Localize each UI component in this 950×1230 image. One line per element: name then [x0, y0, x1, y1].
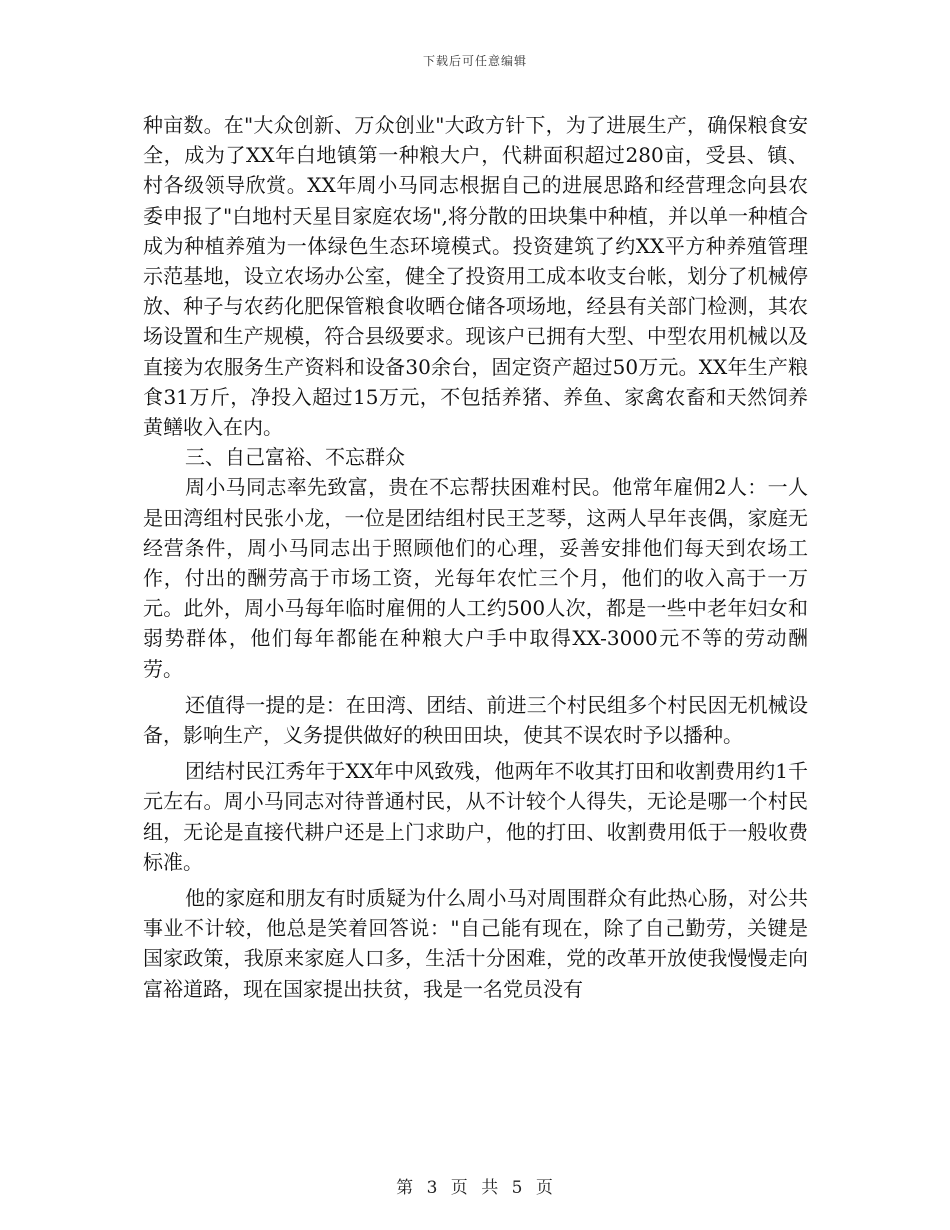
- document-body: [143, 110, 808, 1004]
- page-header-note: 下载后可任意编辑: [422, 54, 527, 68]
- paragraph-3: 还值得一提的是：在田湾、团结、前进三个村民组多个村民因无机械设备，影响生产，义务提供做好的秧田田块，使其不误农时予以播种。: [143, 692, 808, 748]
- paragraph-1: 种亩数。在"大众创新、万众创业"大政方针下，为了进展生产，确保粮食安全，成为了XX年白地镇第一种粮大户，代耕面积超过280亩，受县、镇、村各级领导欣赏。XX年周小马同志根据自己的进展思路和经营理念向县农委申报了"白地村天星目家庭农场",将分散的田块集中种植，并以单一种植合成为种植养殖为一体绿色生态环境模式。投资建筑了约XX平方种养殖管理示范基地，设立农场办公室，健全了投资用工成本收支台帐，划分了机械停放、种子与农药化肥保管粮食收晒仓储各项场地，经县有关部门检测，其农场设置和生产规模，符合县级要求。现该户已拥有大型、中型农用机械以及直接为农服务生产资料和设备30余台，固定资产超过50万元。XX年生产粮食31万斤，净投入超过15万元，不包括养猪、养鱼、家禽农畜和天然饲养黄鳝收入在内。: [143, 113, 808, 440]
- paragraph-5: 他的家庭和朋友有时质疑为什么周小马对周围群众有此热心肠，对公共事业不计较，他总是笑着回答说："自己能有现在，除了自己勤劳，关键是国家政策，我原来家庭人口多，生活十分困难，党的改革开放使我慢慢走向富裕道路，现在国家提出扶贫，我是一名党员没有: [143, 886, 808, 1001]
- page-number-footer: 第 3 页 共 5 页: [396, 1178, 554, 1198]
- section-heading-3: 三、自己富裕、不忘群众: [185, 445, 405, 470]
- paragraph-4: 团结村民江秀年于XX年中风致残，他两年不收其打田和收割费用约1千元左右。周小马同志对待普通村民，从不计较个人得失，无论是哪一个村民组，无论是直接代耕户还是上门求助户，他的打田、收割费用低于一般收费标准。: [143, 759, 808, 874]
- paragraph-2: 周小马同志率先致富，贵在不忘帮扶困难村民。他常年雇佣2人：一人是田湾组村民张小龙，一位是团结组村民王芝琴，这两人早年丧偶，家庭无经营条件，周小马同志出于照顾他们的心理，妥善安排他们每天到农场工作，付出的酬劳高于市场工资，光每年农忙三个月，他们的收入高于一万元。此外，周小马每年临时雇佣的人工约500人次，都是一些中老年妇女和弱势群体，他们每年都能在种粮大户手中取得XX-3000元不等的劳动酬劳。: [143, 475, 808, 681]
